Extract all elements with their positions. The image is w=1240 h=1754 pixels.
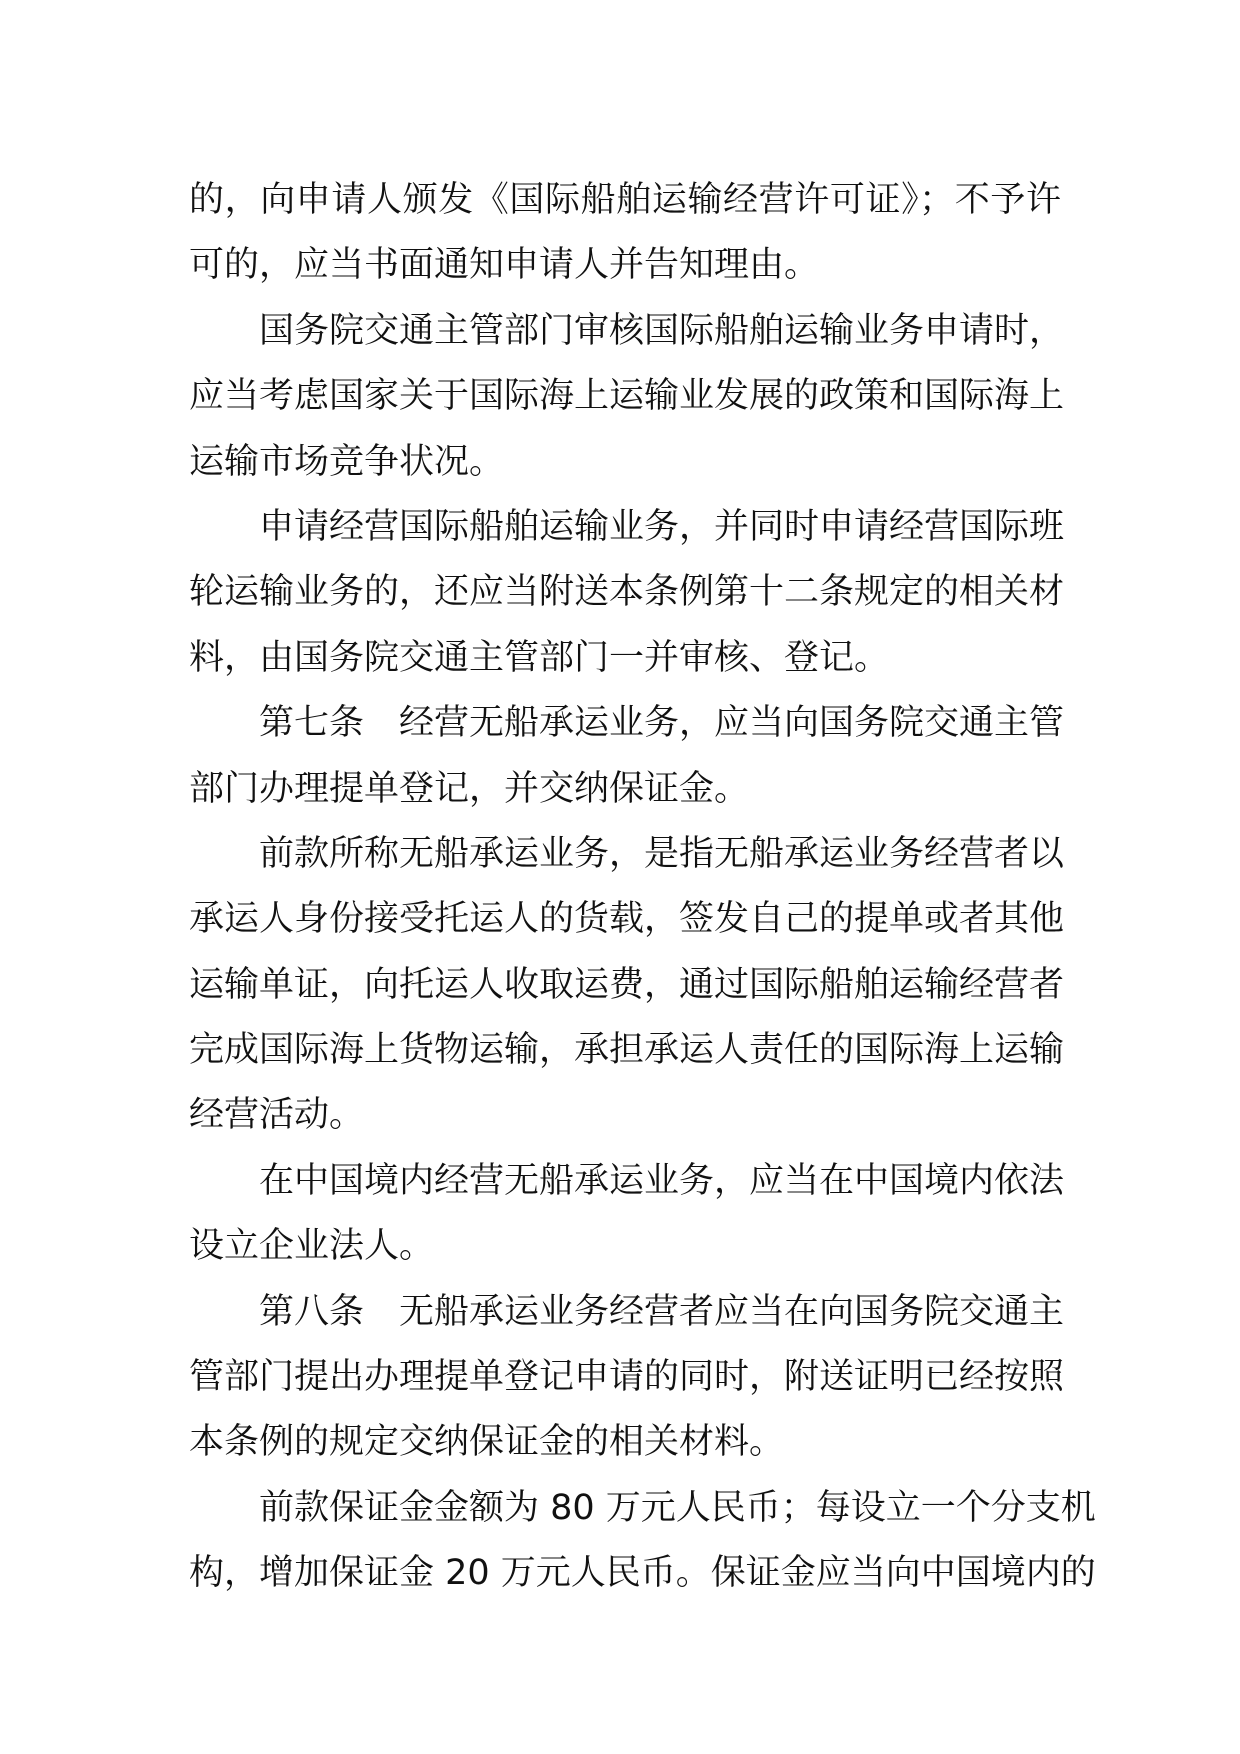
document-page [189,176,1096,1615]
text-line: 前款所称无船承运业务，是指无船承运业务经营者以 [259,833,1065,874]
text-line: 在中国境内经营无船承运业务，应当在中国境内依法 [259,1160,1065,1201]
text-line: 轮运输业务的，还应当附送本条例第十二条规定的相关材 [189,572,1065,613]
text-line: 本条例的规定交纳保证金的相关材料。 [189,1422,785,1463]
text-line: 第七条 经营无船承运业务，应当向国务院交通主管 [259,703,1065,744]
text-line: 完成国际海上货物运输，承担承运人责任的国际海上运输 [189,1030,1065,1071]
text-line: 国务院交通主管部门审核国际船舶运输业务申请时， [259,310,1065,351]
text-line: 构，增加保证金 20 万元人民币。保证金应当向中国境内的 [189,1553,1096,1594]
text-line: 料，由国务院交通主管部门一并审核、登记。 [189,637,890,678]
text-line: 第八条 无船承运业务经营者应当在向国务院交通主 [259,1291,1065,1332]
text-line: 的，向申请人颁发《国际船舶运输经营许可证》；不予许 [189,180,1061,220]
text-line: 经营活动。 [189,1095,365,1136]
text-line: 管部门提出办理提单登记申请的同时，附送证明已经按照 [189,1357,1065,1398]
text-line: 前款保证金金额为 80 万元人民币；每设立一个分支机 [259,1487,1096,1528]
text-line: 部门办理提单登记，并交纳保证金。 [189,768,750,809]
text-line: 可的，应当书面通知申请人并告知理由。 [189,245,820,286]
text-line: 应当考虑国家关于国际海上运输业发展的政策和国际海上 [189,376,1065,417]
text-line: 运输市场竞争状况。 [189,441,505,482]
text-line: 申请经营国际船舶运输业务，并同时申请经营国际班 [259,506,1065,547]
text-line: 承运人身份接受托运人的货载，签发自己的提单或者其他 [189,899,1065,940]
text-line: 运输单证，向托运人收取运费，通过国际船舶运输经营者 [189,964,1065,1005]
text-line: 设立企业法人。 [189,1226,435,1267]
